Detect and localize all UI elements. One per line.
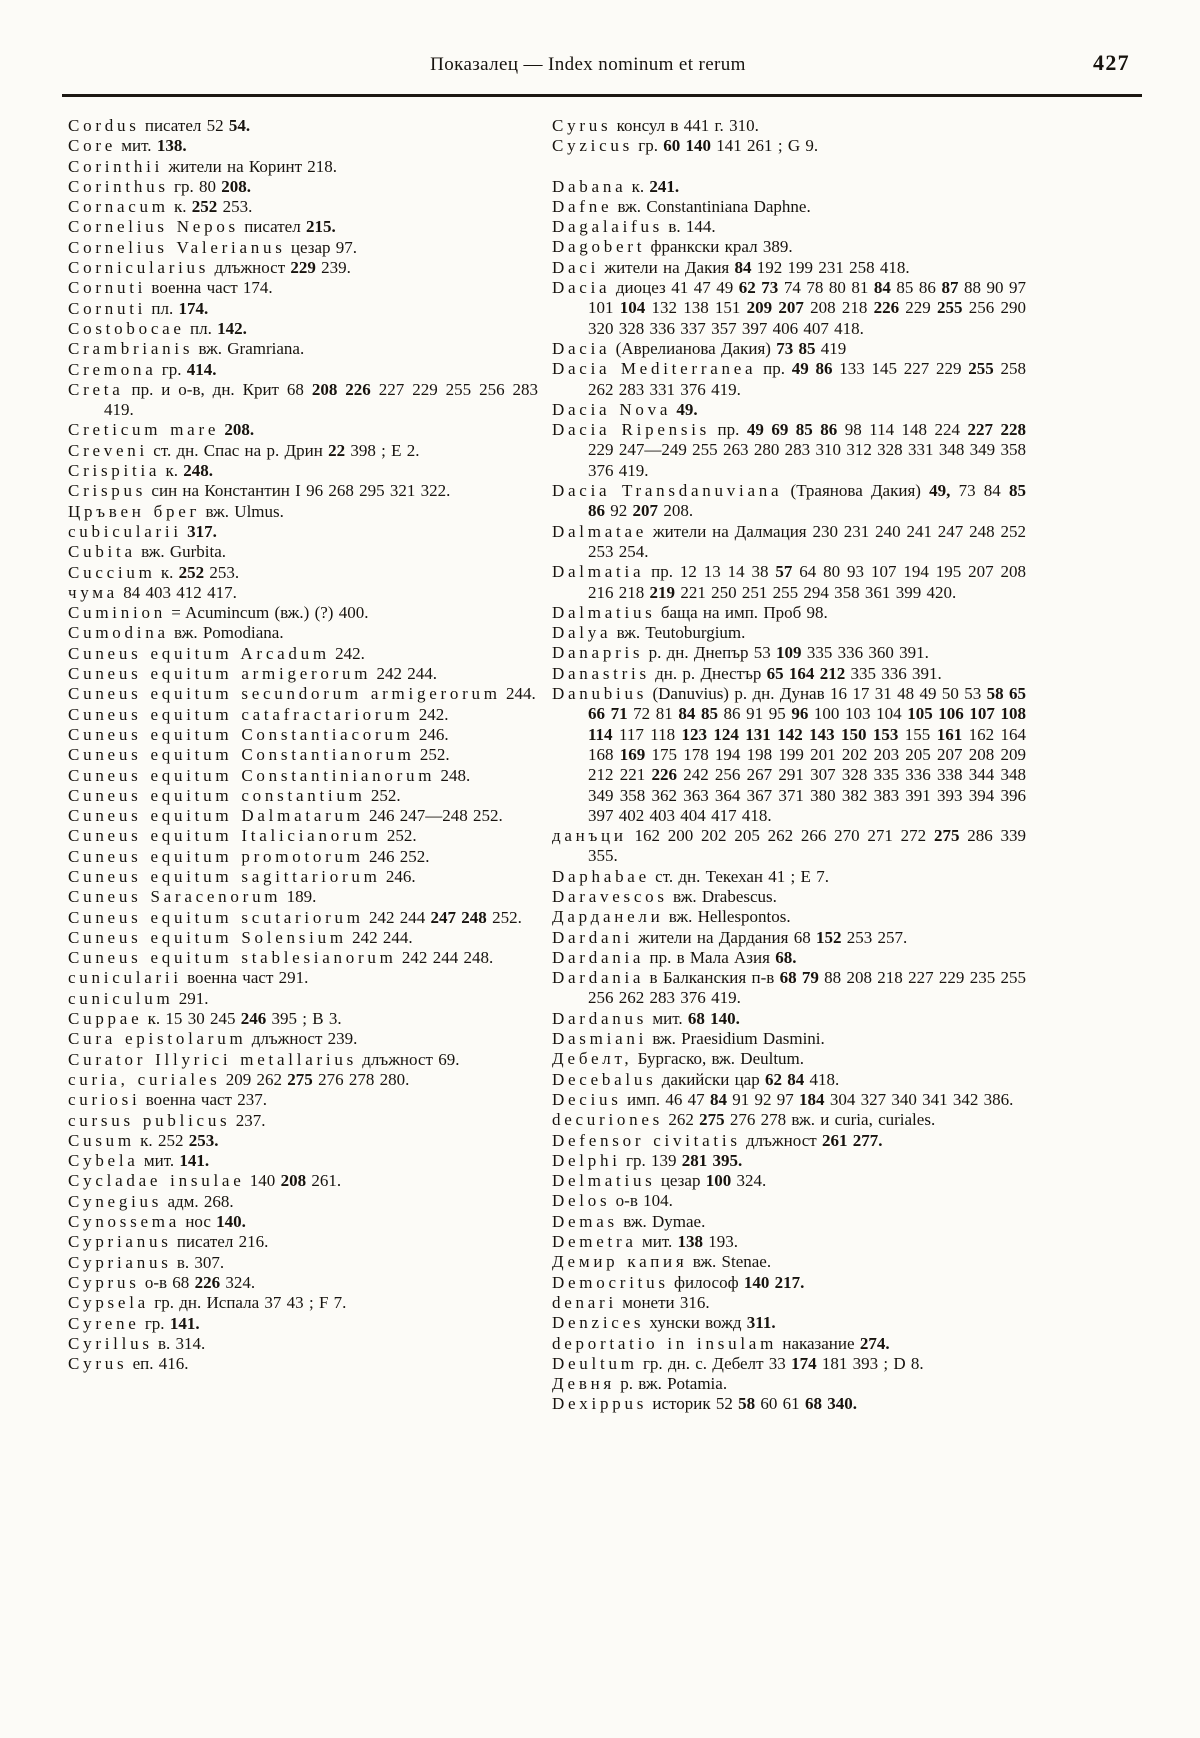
index-headword: Cuccium: [68, 562, 156, 582]
index-headword: Cura epistolarum: [68, 1029, 247, 1049]
index-entry: [552, 400, 1026, 420]
index-entry: Danubius (Danuvius) р. дн. Дунав 16 17 31 48 49 50 53 58 65 66 71 72 81 84 85 86 91 95 96 100 103 104 105 106 107 108 114 117 118 123 124 131 142 143 150 153 155 161 162 164 168 169 175 178 194 198 199 201 202 203 205 207 208 209 212 221 226 242 256 267 291 307 328 335 336 338 344 348 349 358 362 363 364 367 371 380 382 383 391 393 394 396 397 402 403 404 417 418.: [552, 684, 1027, 825]
index-headword: Cuneus equitum scutariorum: [68, 907, 364, 927]
page-number: 427: [1093, 50, 1130, 75]
index-entry: Cuneus equitum catafractariorum 242.: [68, 704, 449, 724]
index-entry: Deultum гр. дн. с. Дебелт 33 174 181 393 ; D 8.: [552, 1353, 924, 1373]
index-headword: Cuneus equitum Constantianorum: [68, 745, 415, 765]
index-headword: Cuneus equitum Dalmatarum: [68, 806, 364, 826]
index-entry: curiosi военна част 237.: [68, 1090, 267, 1110]
index-headword: Dalya: [552, 623, 612, 643]
index-entry: Cusum к. 252 253.: [68, 1130, 219, 1150]
index-headword: Dexippus: [552, 1394, 648, 1414]
index-headword: Dacia Transdanuviana: [552, 481, 783, 501]
bold-page-ref: 58: [738, 1394, 756, 1414]
bold-page-ref: 84: [709, 1089, 727, 1109]
bold-page-ref: 152: [815, 927, 842, 947]
index-entry: Crispus син на Константин I 96 268 295 321 322.: [68, 481, 451, 501]
index-headword: Cubita: [68, 542, 136, 562]
bold-page-ref: 84: [734, 257, 752, 277]
index-headword: Dacia: [552, 278, 611, 298]
index-headword: Cornicularius: [68, 258, 210, 278]
index-entry: Cuneus equitum Constantiacorum 246.: [68, 724, 449, 744]
index-headword: Daravescos: [552, 886, 668, 906]
index-headword: Denzices: [552, 1313, 645, 1333]
index-entry: Cynegius адм. 268.: [68, 1191, 234, 1211]
bold-page-ref: 65 164 212: [766, 663, 846, 683]
index-headword: Creta: [68, 379, 124, 399]
index-headword: Cyprianus: [68, 1252, 172, 1272]
index-headword: Creticum mare: [68, 420, 220, 440]
bold-page-ref: 109: [776, 643, 802, 663]
index-headword: Cyprus: [68, 1272, 140, 1292]
bold-page-ref: 58 65 66 71: [588, 684, 1027, 724]
index-entry: чума 84 403 412 417.: [68, 582, 237, 602]
index-entry: Cuneus Saracenorum 189.: [68, 887, 317, 907]
index-entry: Dalmatia пр. 12 13 14 38 57 64 80 93 107 194 195 207 208 216 218 219 221 250 251 255 294 358 361 399 420.: [552, 562, 1026, 602]
index-entry: Costobocae пл. 142.: [68, 318, 247, 338]
index-entry: denari монети 316.: [552, 1292, 710, 1312]
bold-page-ref: 208.: [224, 420, 255, 440]
index-headword: Corinthii: [68, 156, 164, 176]
index-headword: Демир капия: [552, 1252, 688, 1272]
index-entry: Dardani жители на Дардания 68 152 253 257.: [552, 927, 908, 947]
bold-page-ref: 252: [191, 197, 218, 217]
index-headword: Cuneus equitum sagittariorum: [68, 866, 381, 886]
bold-page-ref: 246: [240, 1009, 267, 1029]
index-entry: Cuccium к. 252 253.: [68, 562, 240, 582]
bold-page-ref: 248.: [183, 461, 214, 481]
index-entry: Cremona гр. 414.: [68, 359, 217, 379]
index-headword: deportatio in insulam: [552, 1333, 778, 1353]
index-entry: Cyprianus в. 307.: [68, 1252, 225, 1272]
index-entry: Democritus философ 140 217.: [552, 1272, 805, 1292]
index-headword: Demetra: [552, 1232, 637, 1252]
index-entry: Dacia (Аврелианова Дакия) 73 85 419: [552, 338, 847, 358]
index-headword: Creveni: [68, 440, 148, 460]
index-entry: Core мит. 138.: [68, 136, 187, 156]
bold-page-ref: 62 73: [738, 278, 779, 298]
index-entry: Cyprus о-в 68 226 324.: [68, 1272, 256, 1292]
bold-page-ref: 141.: [169, 1313, 200, 1333]
index-headword: Cynegius: [68, 1191, 163, 1211]
bold-page-ref: 49.: [676, 399, 698, 419]
index-headword: Cornelius Valerianus: [68, 237, 286, 257]
index-column-right: [552, 116, 1026, 1415]
index-entry: Cuneus equitum armigerorum 242 244.: [68, 664, 438, 684]
index-headword: Dasmiani: [552, 1029, 648, 1049]
index-entry: Dacia Transdanuviana (Траянова Дакия) 49, 73 84 85 86 92 207 208.: [552, 481, 1027, 521]
index-entry: Cypsela гр. дн. Испала 37 43 ; F 7.: [68, 1293, 347, 1313]
index-headword: Cuminion: [68, 603, 166, 623]
index-headword: Demas: [552, 1211, 618, 1231]
index-entry: Cornelius Valerianus цезар 97.: [68, 237, 358, 257]
bold-page-ref: 275: [287, 1069, 313, 1089]
index-entry: Cuppae к. 15 30 245 246 395 ; В 3.: [68, 1009, 342, 1029]
index-headword: cuniculum: [68, 988, 174, 1008]
index-entry: Dalmatius баща на имп. Проб 98.: [552, 602, 828, 622]
index-headword: Cuneus equitum Constantiacorum: [68, 724, 414, 744]
bold-page-ref: 255: [937, 298, 963, 318]
index-headword: Cuneus equitum Solensium: [68, 927, 347, 947]
bold-page-ref: 255: [968, 359, 994, 379]
index-entry: Cornuti пл. 174.: [68, 298, 209, 318]
bold-page-ref: 142.: [217, 318, 247, 338]
index-headword: Delos: [552, 1191, 611, 1211]
index-headword: Cybela: [68, 1151, 139, 1171]
bold-page-ref: 207: [632, 501, 659, 521]
index-headword: Cremona: [68, 359, 157, 379]
index-entry: Dafne вж. Constantiniana Daphne.: [552, 196, 811, 216]
index-entry: [68, 420, 538, 440]
index-headword: cubicularii: [68, 521, 182, 541]
index-entry: Cyprianus писател 216.: [68, 1232, 269, 1252]
index-entry: Daci жители на Дакия 84 192 199 231 258 418.: [552, 257, 910, 277]
index-entry: Cuneus equitum promotorum 246 252.: [68, 846, 430, 866]
index-entry: Dacia Mediterranea пр. 49 86 133 145 227 229 255 258 262 283 331 376 419.: [552, 359, 1026, 399]
bold-page-ref: 227 228: [967, 420, 1026, 440]
index-entry: Cyrus еп. 416.: [68, 1354, 189, 1374]
index-headword: Девня: [552, 1374, 615, 1394]
index-entry: Dexippus историк 52 58 60 61 68 340.: [552, 1394, 857, 1414]
bold-page-ref: 209 207: [746, 298, 804, 318]
bold-page-ref: 49 86: [791, 359, 833, 379]
bold-page-ref: 49 69 85 86: [746, 420, 838, 440]
index-headword: Cornuti: [68, 278, 147, 298]
index-entry: Dalmatae жители на Далмация 230 231 240 241 247 248 252 253 254.: [552, 521, 1026, 561]
index-headword: Dacia Nova: [552, 399, 672, 419]
bold-page-ref: 100: [705, 1171, 732, 1191]
index-headword: Dalmatius: [552, 602, 656, 622]
index-headword: Cumodina: [68, 623, 169, 643]
index-entry: Dasmiani вж. Praesidium Dasmini.: [552, 1029, 825, 1049]
index-headword: Дарданели: [552, 907, 664, 927]
index-headword: Cyrus: [68, 1354, 128, 1374]
bold-page-ref: 317.: [187, 521, 217, 541]
index-entry: Cybela мит. 141.: [68, 1151, 210, 1171]
index-entry: Cyzicus гр. 60 140 141 261 ; G 9.: [552, 136, 819, 156]
index-headword: Dagalaifus: [552, 217, 664, 237]
index-headword: Daci: [552, 257, 600, 277]
bold-page-ref: 208 226: [311, 379, 371, 399]
index-headword: Cuneus equitum stablesianorum: [68, 948, 397, 968]
index-entry: Corinthii жители на Коринт 218.: [68, 156, 338, 176]
bold-page-ref: 414.: [186, 359, 217, 379]
bold-page-ref: 252: [178, 562, 205, 582]
bold-page-ref: 96: [791, 704, 809, 724]
bold-page-ref: 226: [194, 1272, 221, 1292]
index-entry: decuriones 262 275 276 278 вж. и curia, curiales.: [552, 1110, 936, 1130]
index-headword: Cuppae: [68, 1009, 143, 1029]
index-headword: Delphi: [552, 1150, 621, 1170]
index-entry: Cubita вж. Gurbita.: [68, 542, 227, 562]
index-headword: Crispitia: [68, 461, 161, 481]
index-entry: Cuneus equitum sagittariorum 246.: [68, 866, 416, 886]
index-entry: Cuneus equitum stablesianorum 242 244 248.: [68, 948, 494, 968]
index-headword: Дебелт,: [552, 1049, 633, 1069]
index-headword: Cyrene: [68, 1313, 140, 1333]
bold-page-ref: 275: [933, 826, 960, 846]
index-headword: Defensor civitatis: [552, 1130, 741, 1150]
index-entry: Cuneus equitum Constantinianorum 248.: [68, 765, 471, 785]
index-headword: Цръвен брег: [68, 501, 201, 521]
bold-page-ref: 275: [699, 1110, 725, 1130]
bold-page-ref: 226: [873, 298, 900, 318]
index-headword: Cornuti: [68, 298, 147, 318]
index-entry: данъци 162 200 202 205 262 266 270 271 272 275 286 339 355.: [552, 826, 1026, 866]
bold-page-ref: 84: [873, 278, 891, 298]
index-entry: Dardania в Балканския п-в 68 79 88 208 218 227 229 235 255 256 262 283 376 419.: [552, 968, 1026, 1008]
index-entry: Cyrillus в. 314.: [68, 1333, 206, 1353]
index-entry: Cuneus equitum constantium 252.: [68, 785, 401, 805]
index-entry: Cuminion = Acumincum (вж.) (?) 400.: [68, 603, 369, 623]
bold-page-ref: 161: [936, 724, 963, 744]
index-entry: Corinthus гр. 80 208.: [68, 176, 252, 196]
index-headword: Danapris: [552, 643, 644, 663]
bold-page-ref: 208.: [221, 176, 252, 196]
index-headword: Core: [68, 136, 117, 156]
index-headword: чума: [68, 582, 118, 602]
index-headword: Corinthus: [68, 176, 169, 196]
bold-page-ref: 123 124 131 142 143 150 153: [681, 724, 899, 744]
index-headword: denari: [552, 1292, 617, 1312]
index-entry: Cyrus консул в 441 г. 310.: [552, 116, 759, 135]
index-headword: Decius: [552, 1089, 622, 1109]
bold-page-ref: 140 217.: [743, 1272, 805, 1292]
bold-page-ref: 85 86: [588, 481, 1027, 521]
index-entry: Daphabae ст. дн. Текехан 41 ; Е 7.: [552, 866, 829, 886]
index-headword: Dalmatae: [552, 521, 648, 541]
index-entry: Цръвен брег вж. Ulmus.: [68, 501, 284, 521]
section-gap: [552, 157, 1026, 177]
index-headword: Cusum: [68, 1130, 135, 1150]
index-entry: Dalya вж. Teutoburgium.: [552, 623, 746, 643]
bold-page-ref: 241.: [649, 176, 680, 196]
index-entry: cuniculum 291.: [68, 988, 209, 1008]
index-headword: Cordus: [68, 116, 140, 135]
index-headword: Dabana: [552, 176, 627, 196]
bold-page-ref: 174.: [178, 298, 209, 318]
index-entry: Danapris р. дн. Днепър 53 109 335 336 360 391.: [552, 643, 929, 663]
index-headword: Cuneus equitum secundorum armigerorum: [68, 684, 501, 704]
index-entry: Дарданели вж. Hellespontos.: [552, 907, 791, 927]
bold-page-ref: 261 277.: [821, 1130, 883, 1150]
index-entry: Denzices хунски вожд 311.: [552, 1313, 776, 1333]
bold-page-ref: 54.: [228, 116, 251, 135]
bold-page-ref: 138: [677, 1232, 704, 1252]
bold-page-ref: 226: [651, 765, 677, 785]
index-headword: Crispus: [68, 481, 147, 501]
bold-page-ref: 141.: [179, 1151, 210, 1171]
index-entry: Cyrene гр. 141.: [68, 1313, 200, 1333]
bold-page-ref: 60 140: [663, 136, 712, 156]
bold-page-ref: 68 340.: [804, 1394, 857, 1414]
index-entry: Delmatius цезар 100 324.: [552, 1171, 767, 1191]
index-entry: Cordus писател 52 54.: [68, 116, 251, 135]
index-entry: Cura epistolarum длъжност 239.: [68, 1029, 358, 1049]
index-entry: deportatio in insulam наказание 274.: [552, 1333, 890, 1353]
index-headword: Dardania: [552, 968, 645, 988]
index-entry: Cornelius Nepos писател 215.: [68, 217, 336, 237]
index-entry: Crispitia к. 248.: [68, 461, 214, 481]
index-entry: Cuneus equitum secundorum armigerorum 244.: [68, 684, 536, 704]
index-column-left: [68, 116, 538, 1415]
bold-page-ref: 274.: [859, 1333, 890, 1353]
bold-page-ref: 68 79: [779, 968, 819, 988]
bold-page-ref: 229: [290, 258, 316, 278]
index-entry: curia, curiales 209 262 275 276 278 280.: [68, 1069, 410, 1089]
index-headword: curiosi: [68, 1090, 141, 1110]
bold-page-ref: 311.: [746, 1313, 776, 1333]
index-entry: Cynossema нос 140.: [68, 1212, 246, 1232]
index-headword: Cyzicus: [552, 136, 633, 156]
bold-page-ref: 49,: [929, 481, 951, 501]
bold-page-ref: 184: [799, 1089, 825, 1109]
index-entry: Cuneus equitum Dalmatarum 246 247—248 252.: [68, 806, 503, 826]
bold-page-ref: 140.: [216, 1212, 246, 1232]
index-headword: Dardani: [552, 927, 633, 947]
index-entry: Decebalus дакийски цар 62 84 418.: [552, 1069, 840, 1089]
index-headword: Cuneus equitum Constantinianorum: [68, 765, 436, 785]
bold-page-ref: 169: [619, 744, 646, 764]
index-entry: Cuneus equitum Arcadum 242.: [68, 643, 365, 663]
index-headword: Dalmatia: [552, 562, 645, 582]
index-entry: Dabana к. 241.: [552, 176, 680, 196]
index-entry: Демир капия вж. Stenae.: [552, 1252, 772, 1272]
index-headword: Cycladae insulae: [68, 1171, 245, 1191]
header-rule: [62, 94, 1142, 97]
index-entry: Demetra мит. 138 193.: [552, 1232, 739, 1252]
index-entry: Cuneus equitum Constantianorum 252.: [68, 745, 450, 765]
index-entry: Curator Illyrici metallarius длъжност 69.: [68, 1049, 460, 1069]
bold-page-ref: 104: [619, 298, 646, 318]
index-headword: Cyrus: [552, 116, 612, 135]
index-entry: Delphi гр. 139 281 395.: [552, 1150, 743, 1170]
bold-page-ref: 174: [791, 1353, 817, 1373]
index-headword: Dagobert: [552, 237, 646, 257]
index-headword: Cypsela: [68, 1293, 149, 1313]
index-headword: Daphabae: [552, 866, 650, 886]
index-entry: Dardania пр. в Мала Азия 68.: [552, 947, 797, 967]
bold-page-ref: 247 248: [430, 907, 487, 927]
index-entry: Dacia Ripensis пр. 49 69 85 86 98 114 148 224 227 228 229 247—249 255 263 280 283 310 312 328 331 348 349 358 376 419.: [552, 420, 1026, 480]
bold-page-ref: 73 85: [776, 338, 816, 358]
index-headword: данъци: [552, 826, 627, 846]
index-headword: decuriones: [552, 1110, 664, 1130]
index-entry: [68, 522, 538, 542]
index-entry: Dacia диоцез 41 47 49 62 73 74 78 80 81 84 85 86 87 88 90 97 101 104 132 138 151 209 207 208 218 226 229 255 256 290 320 328 336 337 357 397 406 407 418.: [552, 278, 1027, 338]
index-headword: Delmatius: [552, 1171, 656, 1191]
index-headword: Democritus: [552, 1272, 669, 1292]
index-headword: Cuneus equitum catafractariorum: [68, 704, 414, 724]
index-headword: Danubius: [552, 684, 648, 704]
page-title: Показалец — Index nominum et rerum: [430, 54, 746, 75]
index-entry: Decius имп. 46 47 84 91 92 97 184 304 327 340 341 342 386.: [552, 1089, 1014, 1109]
bold-page-ref: 138.: [156, 136, 187, 156]
index-headword: Cuneus Saracenorum: [68, 887, 282, 907]
bold-page-ref: 253.: [188, 1130, 219, 1150]
index-headword: Curator Illyrici metallarius: [68, 1049, 357, 1069]
index-headword: Decebalus: [552, 1069, 657, 1089]
bold-page-ref: 62 84: [765, 1069, 805, 1089]
index-headword: Cornelius Nepos: [68, 217, 239, 237]
index-entry: Creveni ст. дн. Спас на р. Дрин 22 398 ; Е 2.: [68, 440, 420, 460]
bold-page-ref: 68.: [775, 947, 797, 967]
index-entry: Defensor civitatis длъжност 261 277.: [552, 1130, 883, 1150]
bold-page-ref: 68 140.: [687, 1008, 740, 1028]
index-headword: Dardanus: [552, 1008, 648, 1028]
index-entry: Dagobert франкски крал 389.: [552, 237, 793, 257]
index-headword: Costobocae: [68, 318, 185, 338]
index-entry: Дебелт, Бургаско, вж. Deultum.: [552, 1049, 805, 1069]
index-headword: Dardania: [552, 947, 645, 967]
index-entry: Cumodina вж. Pomodiana.: [68, 623, 284, 643]
index-entry: Dardanus мит. 68 140.: [552, 1008, 740, 1028]
bold-page-ref: 105 106 107 108 114: [588, 704, 1026, 744]
index-headword: Cuneus equitum Arcadum: [68, 643, 330, 663]
index-entry: cursus publicus 237.: [68, 1110, 266, 1130]
index-entry: Danastris дн. р. Днестър 65 164 212 335 336 391.: [552, 663, 942, 683]
index-entry: Cornuti военна част 174.: [68, 278, 273, 298]
index-entry: Cornacum к. 252 253.: [68, 197, 253, 217]
index-entry: Cuneus equitum Solensium 242 244.: [68, 927, 413, 947]
index-headword: Cuneus equitum constantium: [68, 785, 366, 805]
bold-page-ref: 87: [941, 278, 959, 298]
bold-page-ref: 208: [280, 1171, 307, 1191]
index-headword: Cyprianus: [68, 1232, 172, 1252]
index-headword: Cuneus equitum armigerorum: [68, 664, 372, 684]
index-headword: Dacia Mediterranea: [552, 359, 757, 379]
index-headword: cursus publicus: [68, 1110, 231, 1130]
index-entry: cunicularii военна част 291.: [68, 968, 309, 988]
index-entry: Creta пр. и о-в, дн. Крит 68 208 226 227 229 255 256 283 419.: [68, 379, 539, 420]
index-headword: Dacia: [552, 338, 611, 358]
index-entry: Dagalaifus в. 144.: [552, 217, 716, 237]
bold-page-ref: 84 85: [678, 704, 718, 724]
bold-page-ref: 219: [649, 582, 676, 602]
index-headword: Cuneus equitum Italicianorum: [68, 826, 382, 846]
index-headword: Cyrillus: [68, 1333, 153, 1353]
index-columns: [68, 116, 1140, 1415]
index-headword: Cornacum: [68, 197, 169, 217]
index-entry: Девня р. вж. Potamia.: [552, 1374, 728, 1394]
index-headword: Cynossema: [68, 1212, 181, 1232]
index-entry: Cuneus equitum Italicianorum 252.: [68, 826, 417, 846]
index-entry: Daravescos вж. Drabescus.: [552, 886, 777, 906]
index-headword: Danastris: [552, 663, 650, 683]
index-entry: Demas вж. Dymae.: [552, 1211, 706, 1231]
index-headword: Deultum: [552, 1353, 638, 1373]
running-head: [68, 50, 1136, 82]
index-entry: Cuneus equitum scutariorum 242 244 247 248 252.: [68, 907, 522, 927]
index-headword: curia, curiales: [68, 1069, 221, 1089]
bold-page-ref: 22: [328, 440, 346, 460]
bold-page-ref: 57: [775, 562, 793, 582]
index-headword: cunicularii: [68, 968, 182, 988]
index-entry: Cornicularius длъжност 229 239.: [68, 258, 351, 278]
bold-page-ref: 281 395.: [681, 1150, 743, 1170]
index-headword: Cuneus equitum promotorum: [68, 846, 364, 866]
index-entry: Delos о-в 104.: [552, 1191, 673, 1211]
index-entry: Crambrianis вж. Gramriana.: [68, 339, 305, 359]
bold-page-ref: 215.: [306, 217, 336, 237]
index-headword: Crambrianis: [68, 339, 194, 359]
index-headword: Dacia Ripensis: [552, 420, 711, 440]
index-headword: Dafne: [552, 196, 613, 216]
index-entry: Cycladae insulae 140 208 261.: [68, 1171, 342, 1191]
